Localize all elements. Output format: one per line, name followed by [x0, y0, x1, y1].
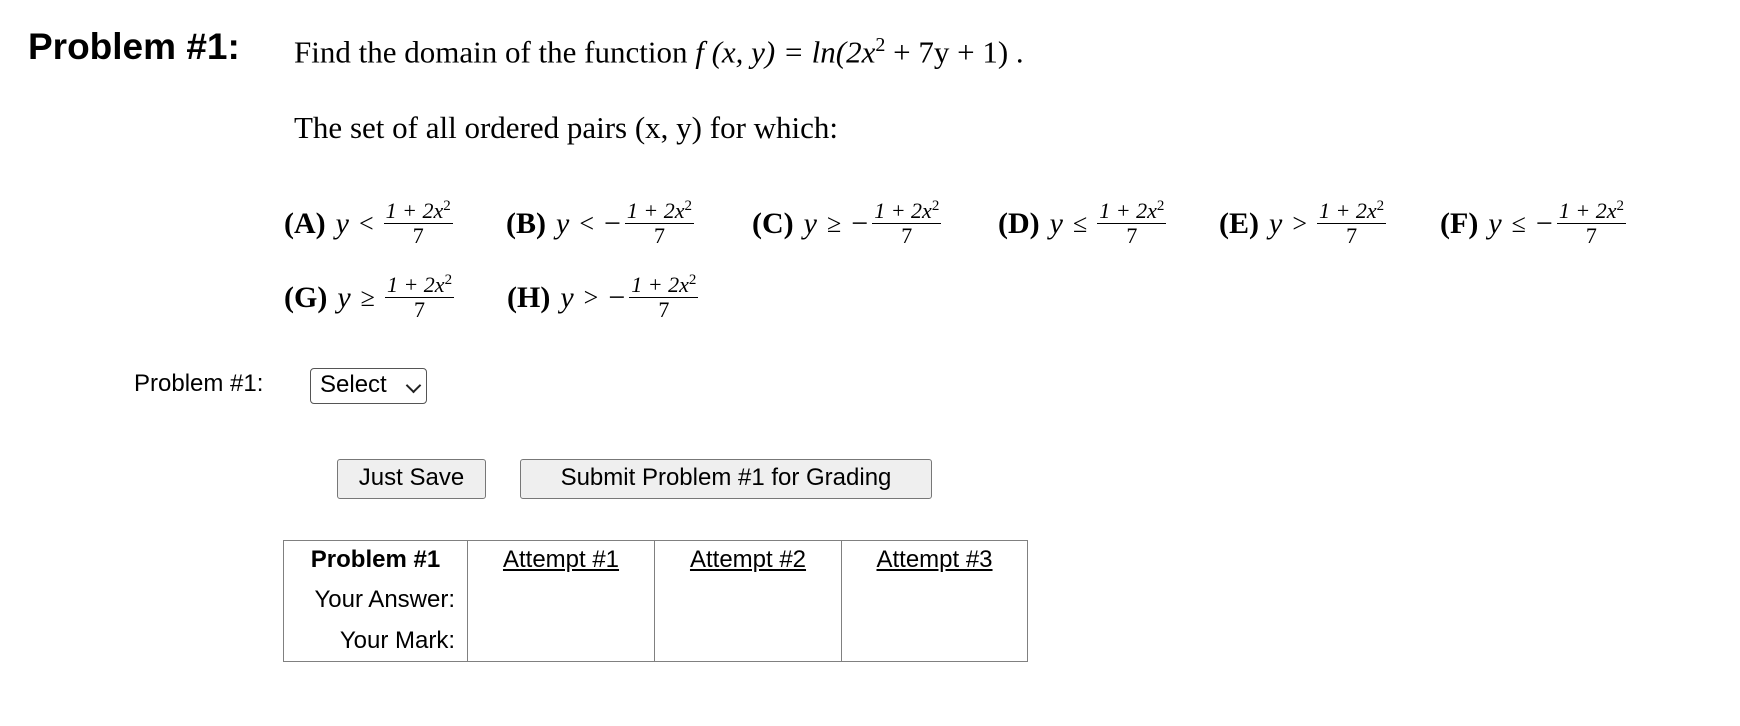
attempt-2-link[interactable]	[655, 541, 842, 580]
choice-variable: y	[1049, 206, 1063, 240]
choice-variable: y	[335, 206, 349, 240]
choice-relation: <	[579, 208, 594, 238]
fraction-numerator: 1 + 2x	[386, 272, 445, 297]
choice-relation: >	[1292, 208, 1307, 238]
attempt-1-link[interactable]	[468, 541, 655, 580]
attempt-3-link[interactable]	[842, 541, 1028, 580]
choice-g	[284, 274, 454, 321]
choice-label: (E)	[1219, 206, 1259, 240]
table-row	[284, 579, 1028, 620]
select-value: Select	[320, 371, 387, 398]
choice-variable: y	[556, 206, 570, 240]
choice-label: (D)	[998, 206, 1040, 240]
choice-label: (C)	[752, 206, 794, 240]
fraction-numerator: 1 + 2x	[1099, 198, 1157, 223]
function-tail: + 7y + 1) .	[885, 34, 1024, 70]
choice-f	[1440, 200, 1626, 247]
choice-label: (A)	[284, 206, 326, 240]
fraction-numerator: 1 + 2x	[385, 198, 444, 223]
problem-question	[294, 34, 1024, 70]
mark-cell	[655, 620, 842, 662]
answer-label: Problem #1:	[134, 370, 264, 397]
fraction-numerator: 1 + 2x	[1319, 198, 1377, 223]
table-row	[284, 620, 1028, 662]
function-exponent: 2	[875, 34, 886, 56]
question-prefix: Find the domain of the function	[294, 34, 688, 70]
fraction-numerator: 1 + 2x	[626, 198, 685, 223]
fraction-denominator: 7	[1346, 223, 1358, 248]
fraction-exponent: 2	[1376, 198, 1385, 214]
table-header-problem: Problem #1	[310, 546, 441, 573]
choice-fraction	[1557, 200, 1626, 247]
choice-fraction	[625, 200, 694, 247]
choice-label: (B)	[506, 206, 546, 240]
answer-cell	[468, 579, 655, 620]
fraction-numerator: 1 + 2x	[1558, 198, 1617, 223]
choice-variable: y	[1488, 206, 1502, 240]
fraction-exponent: 2	[444, 272, 453, 288]
choice-label: (G)	[284, 280, 328, 314]
choice-relation: <	[358, 208, 374, 238]
answer-select[interactable]	[310, 368, 427, 404]
choice-variable: y	[803, 206, 817, 240]
fraction-denominator: 7	[1126, 223, 1138, 248]
fraction-exponent: 2	[1156, 198, 1165, 214]
fraction-numerator: 1 + 2x	[631, 272, 689, 297]
answer-cell	[842, 579, 1028, 620]
choice-variable: y	[337, 280, 351, 314]
choice-a	[284, 200, 453, 247]
table-header-row	[284, 541, 1028, 580]
just-save-button[interactable]: Just Save	[337, 459, 486, 499]
choice-sign: −	[604, 206, 621, 240]
choice-fraction	[384, 200, 453, 247]
your-mark-label: Your Mark:	[339, 626, 455, 654]
problem-title: Problem #1:	[28, 26, 240, 67]
choice-c	[752, 200, 941, 247]
choice-fraction	[1317, 200, 1386, 247]
choice-variable: y	[1269, 206, 1283, 240]
choice-h	[507, 274, 698, 321]
choice-d	[998, 200, 1166, 247]
fraction-exponent: 2	[931, 198, 940, 214]
choice-label: (F)	[1440, 206, 1479, 240]
fraction-denominator: 7	[653, 223, 665, 248]
fraction-exponent: 2	[688, 272, 697, 288]
choice-relation: >	[583, 282, 599, 312]
fraction-exponent: 2	[684, 198, 693, 214]
fraction-exponent: 2	[443, 198, 451, 214]
attempt-link-text[interactable]: Attempt #3	[876, 546, 993, 573]
fraction-exponent: 2	[1616, 198, 1624, 214]
problem-prompt: The set of all ordered pairs (x, y) for which:	[294, 110, 839, 145]
fraction-denominator: 7	[1585, 223, 1597, 248]
attempt-link-text[interactable]: Attempt #2	[689, 546, 807, 573]
attempt-link-text[interactable]: Attempt #1	[502, 546, 620, 573]
choice-relation: ≥	[826, 208, 842, 238]
mark-cell	[468, 620, 655, 662]
chevron-down-icon	[406, 378, 422, 394]
your-answer-label: Your Answer:	[314, 585, 455, 613]
answer-cell	[655, 579, 842, 620]
mark-cell	[842, 620, 1028, 662]
choice-sign: −	[1535, 206, 1553, 240]
fraction-denominator: 7	[901, 223, 913, 248]
choice-label: (H)	[507, 280, 551, 314]
choice-relation: ≤	[1072, 208, 1088, 238]
fraction-denominator: 7	[414, 297, 425, 322]
choice-sign: −	[608, 280, 626, 314]
choice-fraction	[385, 274, 454, 321]
submit-grading-button[interactable]: Submit Problem #1 for Grading	[520, 459, 932, 499]
choice-fraction	[629, 274, 698, 321]
choice-relation: ≥	[360, 282, 375, 312]
choice-relation: ≤	[1511, 208, 1526, 238]
attempts-table	[283, 540, 1028, 662]
choice-fraction	[1097, 200, 1166, 247]
fraction-denominator: 7	[412, 223, 424, 248]
choice-e	[1219, 200, 1386, 247]
choice-sign: −	[851, 206, 869, 240]
choice-fraction	[872, 200, 941, 247]
choice-b	[506, 200, 694, 247]
fraction-numerator: 1 + 2x	[874, 198, 932, 223]
function-expression: f (x, y) = ln(2x	[695, 34, 876, 70]
choice-variable: y	[560, 280, 574, 314]
fraction-denominator: 7	[658, 297, 670, 322]
